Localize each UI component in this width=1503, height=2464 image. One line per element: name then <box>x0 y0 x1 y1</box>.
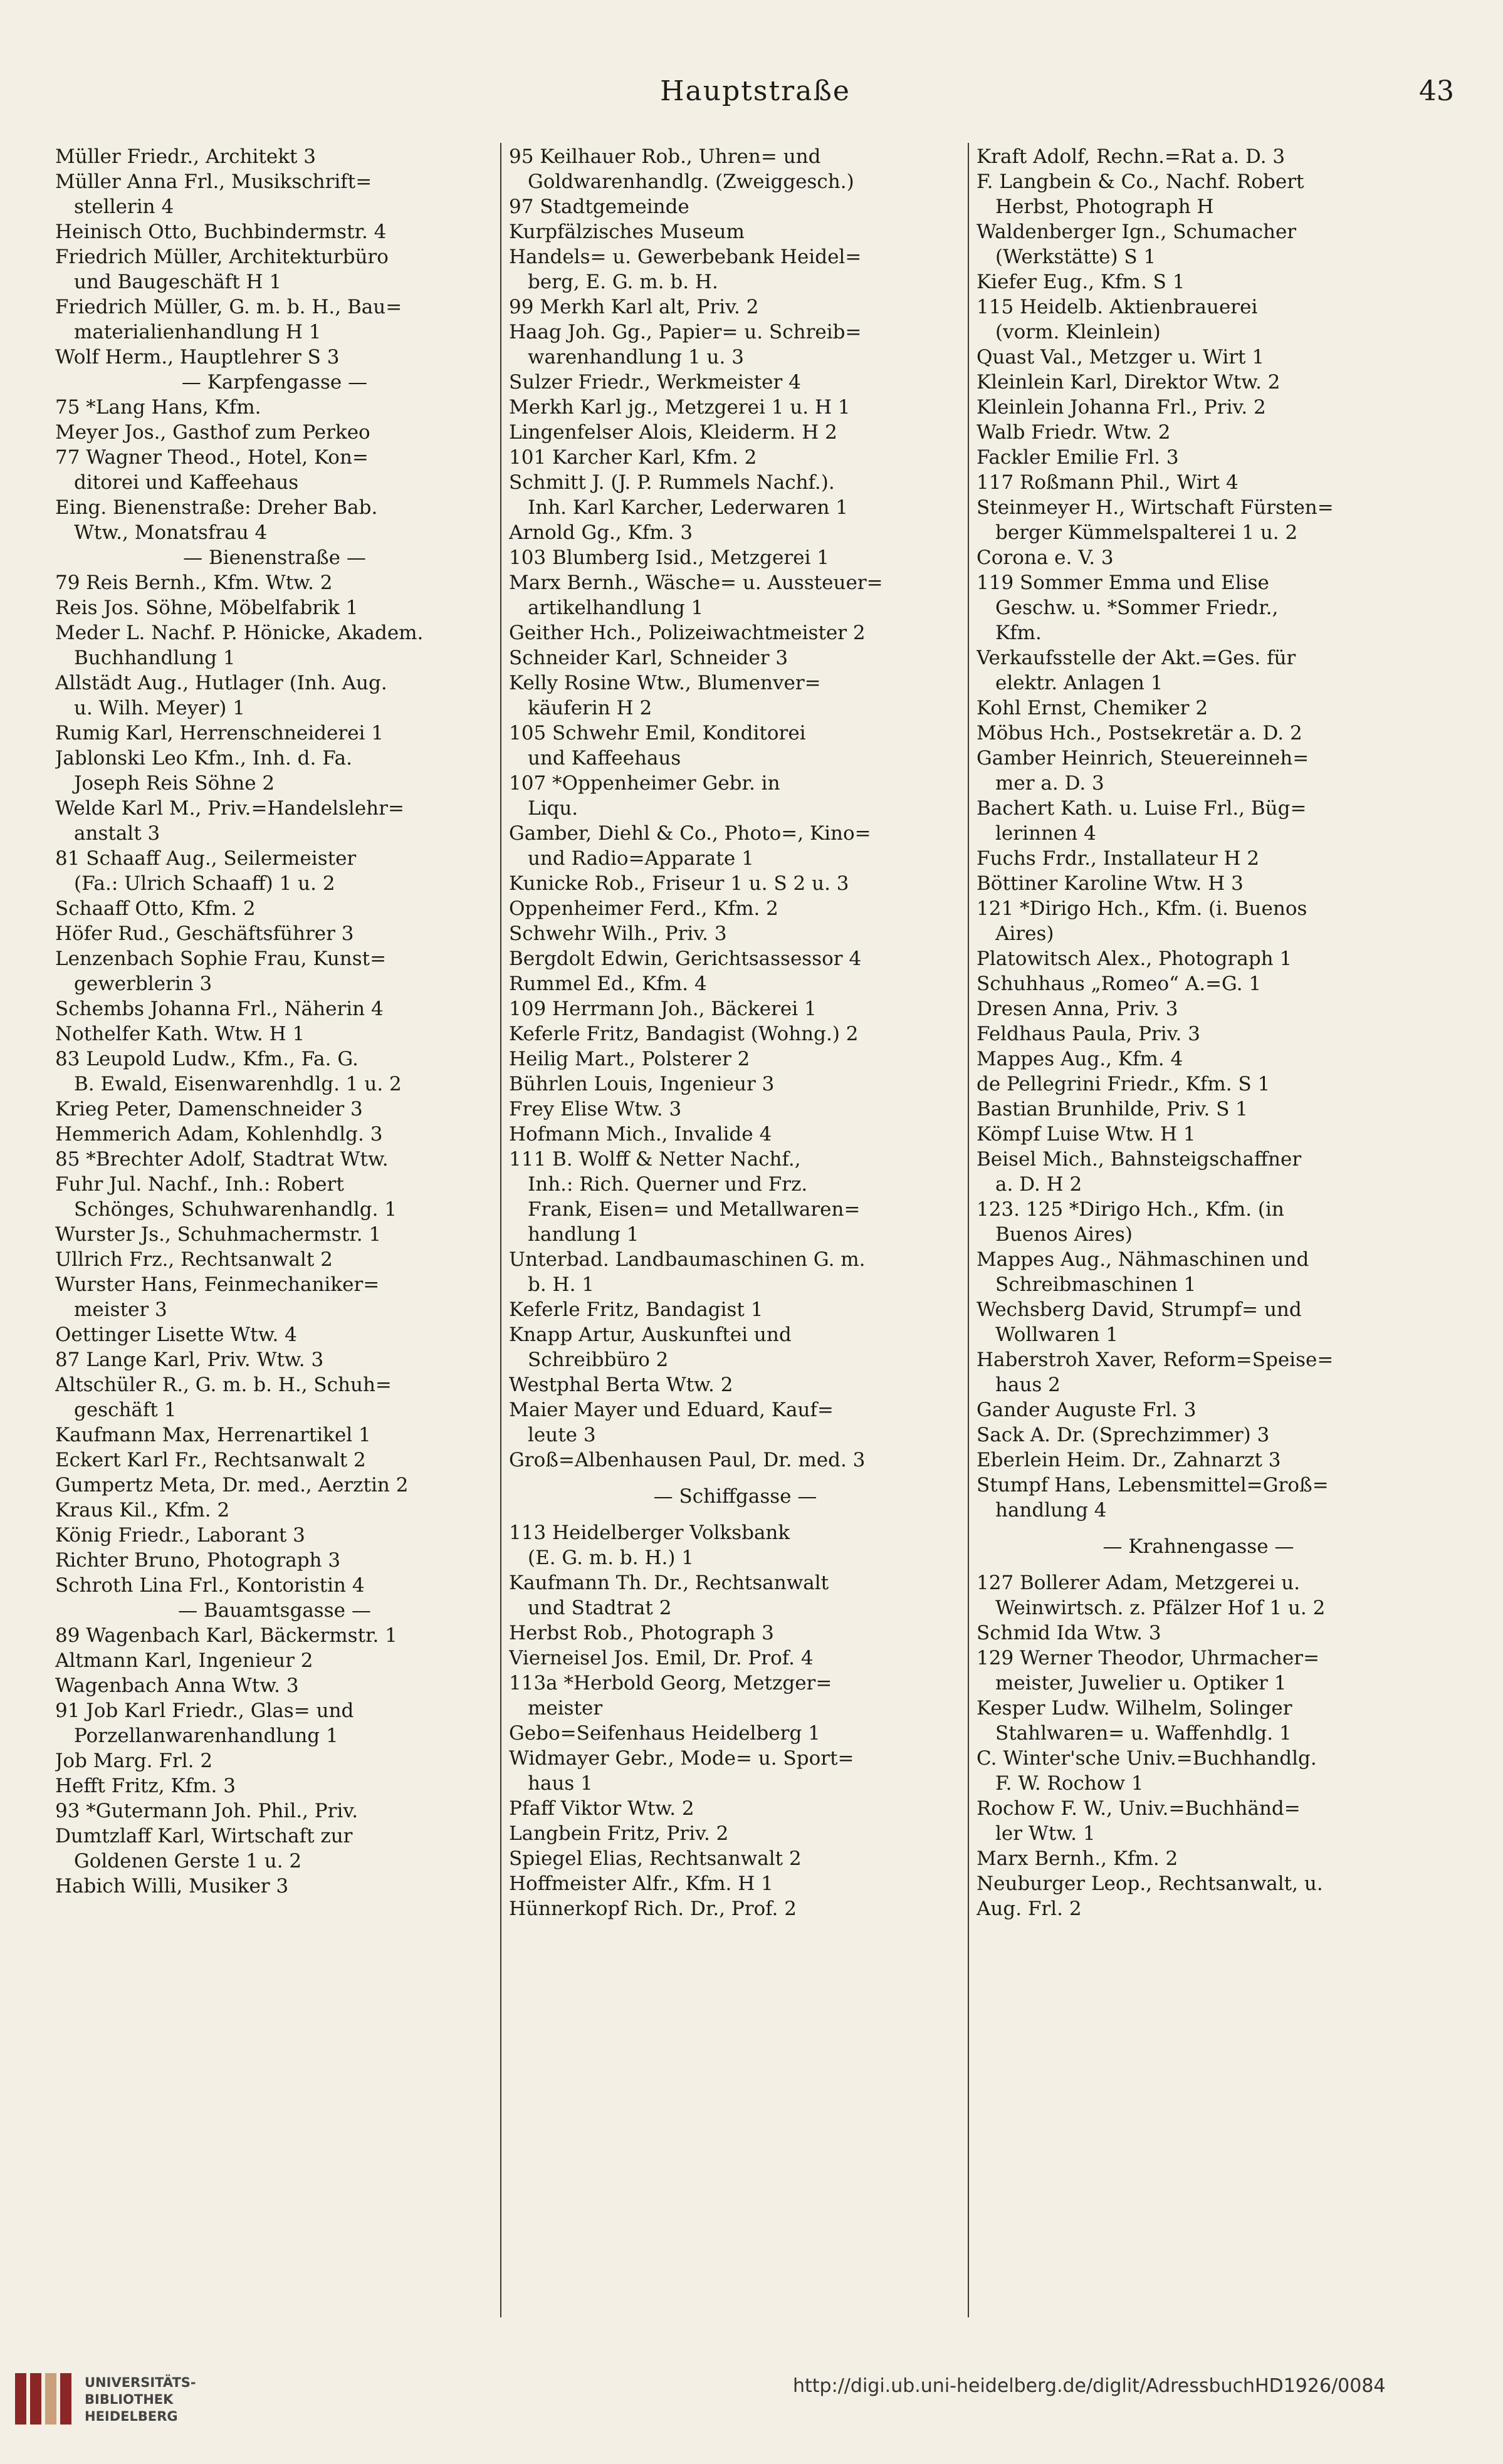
street-section-heading: — Schiffgasse — <box>653 1485 817 1508</box>
directory-entry-line: Langbein Fritz, Priv. 2 <box>509 1822 729 1845</box>
directory-entry-line: Fackler Emilie Frl. 3 <box>977 446 1179 469</box>
directory-entry-line: Wurster Hans, Feinmechaniker= <box>55 1273 380 1296</box>
directory-entry-line: F. W. Rochow 1 <box>995 1772 1144 1795</box>
directory-entry-line: Arnold Gg., Kfm. 3 <box>509 521 693 544</box>
directory-entry-line: Richter Bruno, Photograph 3 <box>55 1549 341 1572</box>
directory-entry-line: Hoffmeister Alfr., Kfm. H 1 <box>509 1872 773 1895</box>
column-middle <box>509 144 961 2319</box>
directory-entry-line: Gamber Heinrich, Steuereinneh= <box>977 747 1309 770</box>
directory-entry-line: Schroth Lina Frl., Kontoristin 4 <box>55 1574 365 1597</box>
directory-entry-line: Schaaff Otto, Kfm. 2 <box>55 897 256 920</box>
directory-entry-line: Hemmerich Adam, Kohlenhdlg. 3 <box>55 1123 383 1146</box>
directory-entry-line: 85 *Brechter Adolf, Stadtrat Wtw. <box>55 1148 389 1171</box>
directory-entry-line: (Werkstätte) S 1 <box>995 246 1156 268</box>
directory-entry-line: Merkh Karl jg., Metzgerei 1 u. H 1 <box>509 396 851 419</box>
spacer <box>509 1473 961 1484</box>
directory-entry-line: Kunicke Rob., Friseur 1 u. S 2 u. 3 <box>509 872 849 895</box>
directory-entry-line: käuferin H 2 <box>528 697 652 719</box>
directory-entry-line: Kohl Ernst, Chemiker 2 <box>977 697 1208 719</box>
directory-entry-line: de Pellegrini Friedr., Kfm. S 1 <box>977 1073 1270 1095</box>
directory-entry-line: Mappes Aug., Kfm. 4 <box>977 1048 1183 1070</box>
street-section-heading: — Bienenstraße — <box>183 546 366 569</box>
directory-entry-line: 113a *Herbold Georg, Metzger= <box>509 1672 832 1694</box>
directory-entry-line: meister <box>528 1697 603 1720</box>
directory-entry-line: Höfer Rud., Geschäftsführer 3 <box>55 922 354 945</box>
directory-entry-line: Kleinlein Karl, Direktor Wtw. 2 <box>977 371 1280 394</box>
directory-entry-line: 91 Job Karl Friedr., Glas= und <box>55 1699 354 1722</box>
directory-entry-line: Wurster Js., Schuhmachermstr. 1 <box>55 1223 382 1246</box>
directory-entry-line: Meder L. Nachf. P. Hönicke, Akadem. <box>55 622 424 644</box>
directory-entry-line: Schneider Karl, Schneider 3 <box>509 647 788 669</box>
directory-entry-line: 117 Roßmann Phil., Wirt 4 <box>977 471 1239 494</box>
directory-entry-line: B. Ewald, Eisenwarenhdlg. 1 u. 2 <box>74 1073 402 1095</box>
directory-entry-line: Gumpertz Meta, Dr. med., Aerztin 2 <box>55 1474 409 1496</box>
directory-entry-line: Schreibbüro 2 <box>528 1349 669 1371</box>
directory-entry-line: 79 Reis Bernh., Kfm. Wtw. 2 <box>55 572 333 594</box>
directory-entry-line: 103 Blumberg Isid., Metzgerei 1 <box>509 546 829 569</box>
directory-entry-line: Friedrich Müller, G. m. b. H., Bau= <box>55 296 402 318</box>
directory-entry-line: Aug. Frl. 2 <box>977 1898 1082 1920</box>
directory-entry-line: anstalt 3 <box>74 822 160 845</box>
directory-entry-line: Möbus Hch., Postsekretär a. D. 2 <box>977 722 1302 744</box>
directory-entry-line: Keferle Fritz, Bandagist (Wohng.) 2 <box>509 1023 859 1045</box>
directory-entry-line: berger Kümmelspalterei 1 u. 2 <box>995 521 1298 544</box>
directory-entry-line: Krieg Peter, Damenschneider 3 <box>55 1098 363 1120</box>
directory-entry-line: Ullrich Frz., Rechtsanwalt 2 <box>55 1248 333 1271</box>
directory-entry-line: Kraus Kil., Kfm. 2 <box>55 1499 230 1522</box>
directory-entry-line: Heinisch Otto, Buchbindermstr. 4 <box>55 221 387 243</box>
directory-entry-line: Bergdolt Edwin, Gerichtsassessor 4 <box>509 947 862 970</box>
library-logo <box>13 2366 219 2435</box>
directory-entry-line: Müller Anna Frl., Musikschrift= <box>55 170 372 193</box>
directory-entry-line: lerinnen 4 <box>995 822 1096 845</box>
directory-entry-line: 123. 125 *Dirigo Hch., Kfm. (in <box>977 1198 1284 1221</box>
directory-entry-line: Vierneisel Jos. Emil, Dr. Prof. 4 <box>509 1647 814 1669</box>
directory-entry-line: Goldenen Gerste 1 u. 2 <box>74 1850 302 1872</box>
directory-entry-line: 77 Wagner Theod., Hotel, Kon= <box>55 446 369 469</box>
directory-entry-line: Groß=Albenhausen Paul, Dr. med. 3 <box>509 1449 866 1471</box>
directory-entry-line: 83 Leupold Ludw., Kfm., Fa. G. <box>55 1048 359 1070</box>
directory-entry-line: b. H. 1 <box>528 1273 595 1296</box>
directory-entry-line: Frey Elise Wtw. 3 <box>509 1098 682 1120</box>
page-header <box>56 75 1454 119</box>
spacer <box>509 1509 961 1520</box>
directory-entry-line: Gebo=Seifenhaus Heidelberg 1 <box>509 1722 820 1745</box>
directory-entry-line: Weinwirtsch. z. Pfälzer Hof 1 u. 2 <box>995 1597 1326 1619</box>
directory-entry-line: Fuchs Frdr., Installateur H 2 <box>977 847 1260 870</box>
directory-entry-line: Aires) <box>995 922 1054 945</box>
street-section-heading: — Bauamtsgasse — <box>178 1599 371 1622</box>
directory-entry-line: 99 Merkh Karl alt, Priv. 2 <box>509 296 759 318</box>
library-seal-icon <box>13 2371 75 2427</box>
directory-entry-line: Handels= u. Gewerbebank Heidel= <box>509 246 862 268</box>
directory-entry-line: Neuburger Leop., Rechtsanwalt, u. <box>977 1872 1323 1895</box>
spacer <box>977 1523 1420 1534</box>
directory-entry-line: Kraft Adolf, Rechn.=Rat a. D. 3 <box>977 145 1286 168</box>
directory-entry-line: 97 Stadtgemeinde <box>509 196 689 218</box>
street-title: Hauptstraße <box>660 75 851 107</box>
directory-entry-line: Kömpf Luise Wtw. H 1 <box>977 1123 1196 1146</box>
directory-entry-line: 101 Karcher Karl, Kfm. 2 <box>509 446 757 469</box>
directory-entry-line: Geschw. u. *Sommer Friedr., <box>995 597 1279 619</box>
street-section-heading: — Krahnengasse — <box>1102 1535 1294 1558</box>
directory-entry-line: Nothelfer Kath. Wtw. H 1 <box>55 1023 305 1045</box>
directory-entry-line: Sulzer Friedr., Werkmeister 4 <box>509 371 801 394</box>
page-number: 43 <box>1419 75 1454 107</box>
directory-entry-line: Rochow F. W., Univ.=Buchhänd= <box>977 1797 1301 1820</box>
directory-entry-line: leute 3 <box>528 1424 596 1446</box>
directory-entry-line: Inh. Karl Karcher, Lederwaren 1 <box>528 496 849 519</box>
directory-entry-line: Müller Friedr., Architekt 3 <box>55 145 317 168</box>
directory-entry-line: Haag Joh. Gg., Papier= u. Schreib= <box>509 321 862 343</box>
directory-entry-line: Westphal Berta Wtw. 2 <box>509 1374 733 1396</box>
directory-entry-line: C. Winter'sche Univ.=Buchhandlg. <box>977 1747 1317 1770</box>
directory-entry-line: 129 Werner Theodor, Uhrmacher= <box>977 1647 1320 1669</box>
directory-entry-line: haus 2 <box>995 1374 1060 1396</box>
directory-entry-line: Eckert Karl Fr., Rechtsanwalt 2 <box>55 1449 366 1471</box>
directory-entry-line: (vorm. Kleinlein) <box>995 321 1161 343</box>
directory-entry-line: 119 Sommer Emma und Elise <box>977 572 1269 594</box>
column-divider <box>968 143 969 2317</box>
directory-entry-line: Gander Auguste Frl. 3 <box>977 1399 1197 1421</box>
directory-entry-line: Gamber, Diehl & Co., Photo=, Kino= <box>509 822 871 845</box>
directory-entry-line: artikelhandlung 1 <box>528 597 704 619</box>
directory-entry-line: Wolf Herm., Hauptlehrer S 3 <box>55 346 340 368</box>
directory-entry-line: 115 Heidelb. Aktienbrauerei <box>977 296 1258 318</box>
directory-entry-line: Feldhaus Paula, Priv. 3 <box>977 1023 1200 1045</box>
directory-entry-line: Pfaff Viktor Wtw. 2 <box>509 1797 694 1820</box>
directory-entry-line: Walb Friedr. Wtw. 2 <box>977 421 1171 444</box>
directory-entry-line: Stahlwaren= u. Waffenhdlg. 1 <box>995 1722 1292 1745</box>
directory-entry-line: (Fa.: Ulrich Schaaff) 1 u. 2 <box>74 872 335 895</box>
directory-entry-line: Kelly Rosine Wtw., Blumenver= <box>509 672 821 694</box>
directory-entry-line: handlung 1 <box>528 1223 639 1246</box>
directory-entry-line: Kaufmann Th. Dr., Rechtsanwalt <box>509 1572 829 1594</box>
directory-entry-line: Bachert Kath. u. Luise Frl., Büg= <box>977 797 1307 820</box>
directory-entry-line: handlung 4 <box>995 1499 1107 1522</box>
library-name: UNIVERSITÄTS- BIBLIOTHEK HEIDELBERG <box>85 2375 196 2424</box>
directory-entry-line: 81 Schaaff Aug., Seilermeister <box>55 847 357 870</box>
directory-entry-line: Wtw., Monatsfrau 4 <box>74 521 268 544</box>
directory-entry-line: 93 *Gutermann Joh. Phil., Priv. <box>55 1800 359 1822</box>
source-url-link[interactable]: http://digi.ub.uni-heidelberg.de/diglit/AdressbuchHD1926/0084 <box>793 2375 1386 2397</box>
directory-entry-line: Schreibmaschinen 1 <box>995 1273 1197 1296</box>
directory-entry-line: Schwehr Wilh., Priv. 3 <box>509 922 727 945</box>
directory-entry-line: Buchhandlung 1 <box>74 647 236 669</box>
directory-entry-line: haus 1 <box>528 1772 593 1795</box>
directory-entry-line: Altmann Karl, Ingenieur 2 <box>55 1649 313 1672</box>
directory-entry-line: Geither Hch., Polizeiwachtmeister 2 <box>509 622 866 644</box>
directory-entry-line: Schmitt J. (J. P. Rummels Nachf.). <box>509 471 835 494</box>
directory-entry-line: Keferle Fritz, Bandagist 1 <box>509 1298 763 1321</box>
directory-entry-line: Fuhr Jul. Nachf., Inh.: Robert <box>55 1173 344 1196</box>
directory-entry-line: meister 3 <box>74 1298 167 1321</box>
directory-entry-line: Allstädt Aug., Hutlager (Inh. Aug. <box>55 672 387 694</box>
directory-entry-line: u. Wilh. Meyer) 1 <box>74 697 245 719</box>
directory-entry-line: Schmid Ida Wtw. 3 <box>977 1622 1161 1644</box>
directory-entry-line: Goldwarenhandlg. (Zweiggesch.) <box>528 170 854 193</box>
directory-entry-line: Jablonski Leo Kfm., Inh. d. Fa. <box>55 747 352 770</box>
directory-entry-line: Unterbad. Landbaumaschinen G. m. <box>509 1248 866 1271</box>
directory-entry-line: Job Marg. Frl. 2 <box>55 1750 213 1772</box>
directory-entry-line: Hünnerkopf Rich. Dr., Prof. 2 <box>509 1898 797 1920</box>
directory-entry-line: geschäft 1 <box>74 1399 177 1421</box>
directory-entry-line: warenhandlung 1 u. 3 <box>528 346 744 368</box>
directory-entry-line: mer a. D. 3 <box>995 772 1104 795</box>
directory-entry-line: Stumpf Hans, Lebensmittel=Groß= <box>977 1474 1329 1496</box>
directory-entry-line: Kesper Ludw. Wilhelm, Solinger <box>977 1697 1292 1720</box>
directory-entry-line: Rummel Ed., Kfm. 4 <box>509 973 707 995</box>
directory-entry-line: Knapp Artur, Auskunftei und <box>509 1323 792 1346</box>
directory-entry-line: materialienhandlung H 1 <box>74 321 322 343</box>
directory-entry-line: 127 Bollerer Adam, Metzgerei u. <box>977 1572 1301 1594</box>
directory-entry-line: 109 Herrmann Joh., Bäckerei 1 <box>509 998 817 1020</box>
directory-entry-line: Herbst Rob., Photograph 3 <box>509 1622 774 1644</box>
directory-entry-line: Rumig Karl, Herrenschneiderei 1 <box>55 722 384 744</box>
directory-entry-line: Dresen Anna, Priv. 3 <box>977 998 1178 1020</box>
directory-entry-line: berg, E. G. m. b. H. <box>528 271 718 293</box>
column-right <box>977 144 1420 2319</box>
directory-entry-line: 121 *Dirigo Hch., Kfm. (i. Buenos <box>977 897 1307 920</box>
directory-entry-line: und Baugeschäft H 1 <box>74 271 282 293</box>
directory-entry-line: Waldenberger Ign., Schumacher <box>977 221 1297 243</box>
directory-entry-line: Kleinlein Johanna Frl., Priv. 2 <box>977 396 1266 419</box>
directory-entry-line: Haberstroh Xaver, Reform=Speise= <box>977 1349 1334 1371</box>
directory-entry-line: und Radio=Apparate 1 <box>528 847 754 870</box>
directory-entry-line: Meyer Jos., Gasthof zum Perkeo <box>55 421 370 444</box>
directory-entry-line: Spiegel Elias, Rechtsanwalt 2 <box>509 1847 802 1870</box>
directory-entry-line: (E. G. m. b. H.) 1 <box>528 1547 694 1569</box>
directory-entry-line: Eberlein Heim. Dr., Zahnarzt 3 <box>977 1449 1281 1471</box>
directory-entry-line: Widmayer Gebr., Mode= u. Sport= <box>509 1747 854 1770</box>
directory-entry-line: Mappes Aug., Nähmaschinen und <box>977 1248 1309 1271</box>
directory-entry-line: 87 Lange Karl, Priv. Wtw. 3 <box>55 1349 324 1371</box>
directory-entry-line: Dumtzlaff Karl, Wirtschaft zur <box>55 1825 353 1847</box>
directory-entry-line: ler Wtw. 1 <box>995 1822 1096 1845</box>
directory-entry-line: 111 B. Wolff & Netter Nachf., <box>509 1148 801 1171</box>
directory-entry-line: Kiefer Eug., Kfm. S 1 <box>977 271 1185 293</box>
directory-entry-line: König Friedr., Laborant 3 <box>55 1524 305 1547</box>
directory-entry-line: Joseph Reis Söhne 2 <box>74 772 275 795</box>
directory-entry-line: Liqu. <box>528 797 579 820</box>
directory-entry-line: Inh.: Rich. Querner und Frz. <box>528 1173 808 1196</box>
directory-entry-line: Altschüler R., G. m. b. H., Schuh= <box>55 1374 392 1396</box>
directory-entry-line: Friedrich Müller, Architekturbüro <box>55 246 389 268</box>
directory-entry-line: Böttiner Karoline Wtw. H 3 <box>977 872 1244 895</box>
directory-entry-line: Habich Willi, Musiker 3 <box>55 1875 289 1898</box>
directory-entry-line: 95 Keilhauer Rob., Uhren= und <box>509 145 821 168</box>
directory-entry-line: 113 Heidelberger Volksbank <box>509 1522 790 1544</box>
directory-entry-line: stellerin 4 <box>74 196 174 218</box>
directory-entry-line: 105 Schwehr Emil, Konditorei <box>509 722 806 744</box>
directory-entry-line: Welde Karl M., Priv.=Handelslehr= <box>55 797 404 820</box>
directory-entry-line: ditorei und Kaffeehaus <box>74 471 299 494</box>
directory-entry-line: Verkaufsstelle der Akt.=Ges. für <box>977 647 1296 669</box>
directory-entry-line: Bührlen Louis, Ingenieur 3 <box>509 1073 775 1095</box>
directory-entry-line: Schuhhaus „Romeo“ A.=G. 1 <box>977 973 1262 995</box>
directory-entry-line: Eing. Bienenstraße: Dreher Bab. <box>55 496 378 519</box>
directory-entry-line: Reis Jos. Söhne, Möbelfabrik 1 <box>55 597 359 619</box>
directory-entry-line: Kfm. <box>995 622 1042 644</box>
directory-entry-line: Beisel Mich., Bahnsteigschaffner <box>977 1148 1302 1171</box>
directory-entry-line: Marx Bernh., Kfm. 2 <box>977 1847 1178 1870</box>
directory-entry-line: Platowitsch Alex., Photograph 1 <box>977 947 1292 970</box>
directory-entry-line: Porzellanwarenhandlung 1 <box>74 1725 338 1747</box>
column-left <box>55 144 494 2319</box>
directory-entry-line: 89 Wagenbach Karl, Bäckermstr. 1 <box>55 1624 397 1647</box>
directory-entry-line: Wollwaren 1 <box>995 1323 1118 1346</box>
directory-entry-line: Schönges, Schuhwarenhandlg. 1 <box>74 1198 397 1221</box>
column-divider <box>500 143 501 2317</box>
street-section-heading: — Karpfengasse — <box>181 371 368 394</box>
directory-entry-line: meister, Juwelier u. Optiker 1 <box>995 1672 1287 1694</box>
directory-entry-line: elektr. Anlagen 1 <box>995 672 1163 694</box>
directory-entry-line: Bastian Brunhilde, Priv. S 1 <box>977 1098 1249 1120</box>
directory-entry-line: gewerblerin 3 <box>74 973 212 995</box>
directory-entry-line: Oettinger Lisette Wtw. 4 <box>55 1323 297 1346</box>
directory-entry-line: Oppenheimer Ferd., Kfm. 2 <box>509 897 778 920</box>
directory-entry-line: Maier Mayer und Eduard, Kauf= <box>509 1399 834 1421</box>
directory-entry-line: Lingenfelser Alois, Kleiderm. H 2 <box>509 421 837 444</box>
directory-entry-line: Quast Val., Metzger u. Wirt 1 <box>977 346 1265 368</box>
directory-entry-line: Kaufmann Max, Herrenartikel 1 <box>55 1424 371 1446</box>
directory-entry-line: Wagenbach Anna Wtw. 3 <box>55 1674 299 1697</box>
directory-entry-line: Schembs Johanna Frl., Näherin 4 <box>55 998 384 1020</box>
directory-entry-line: Corona e. V. 3 <box>977 546 1114 569</box>
directory-entry-line: Buenos Aires) <box>995 1223 1133 1246</box>
directory-entry-line: Frank, Eisen= und Metallwaren= <box>528 1198 861 1221</box>
directory-entry-line: 75 *Lang Hans, Kfm. <box>55 396 261 419</box>
directory-entry-line: Marx Bernh., Wäsche= u. Aussteuer= <box>509 572 883 594</box>
directory-entry-line: und Kaffeehaus <box>528 747 681 770</box>
directory-entry-line: und Stadtrat 2 <box>528 1597 672 1619</box>
directory-entry-line: Sack A. Dr. (Sprechzimmer) 3 <box>977 1424 1270 1446</box>
directory-entry-line: a. D. H 2 <box>995 1173 1082 1196</box>
directory-entry-line: Kurpfälzisches Museum <box>509 221 745 243</box>
directory-entry-line: Heilig Mart., Polsterer 2 <box>509 1048 750 1070</box>
directory-entry-line: Hofmann Mich., Invalide 4 <box>509 1123 772 1146</box>
directory-entry-line: Steinmeyer H., Wirtschaft Fürsten= <box>977 496 1334 519</box>
directory-entry-line: 107 *Oppenheimer Gebr. in <box>509 772 780 795</box>
directory-entry-line: Herbst, Photograph H <box>995 196 1214 218</box>
directory-entry-line: Wechsberg David, Strumpf= und <box>977 1298 1302 1321</box>
directory-entry-line: Hefft Fritz, Kfm. 3 <box>55 1775 236 1797</box>
spacer <box>977 1559 1420 1570</box>
directory-entry-line: F. Langbein & Co., Nachf. Robert <box>977 170 1304 193</box>
directory-entry-line: Lenzenbach Sophie Frau, Kunst= <box>55 947 387 970</box>
